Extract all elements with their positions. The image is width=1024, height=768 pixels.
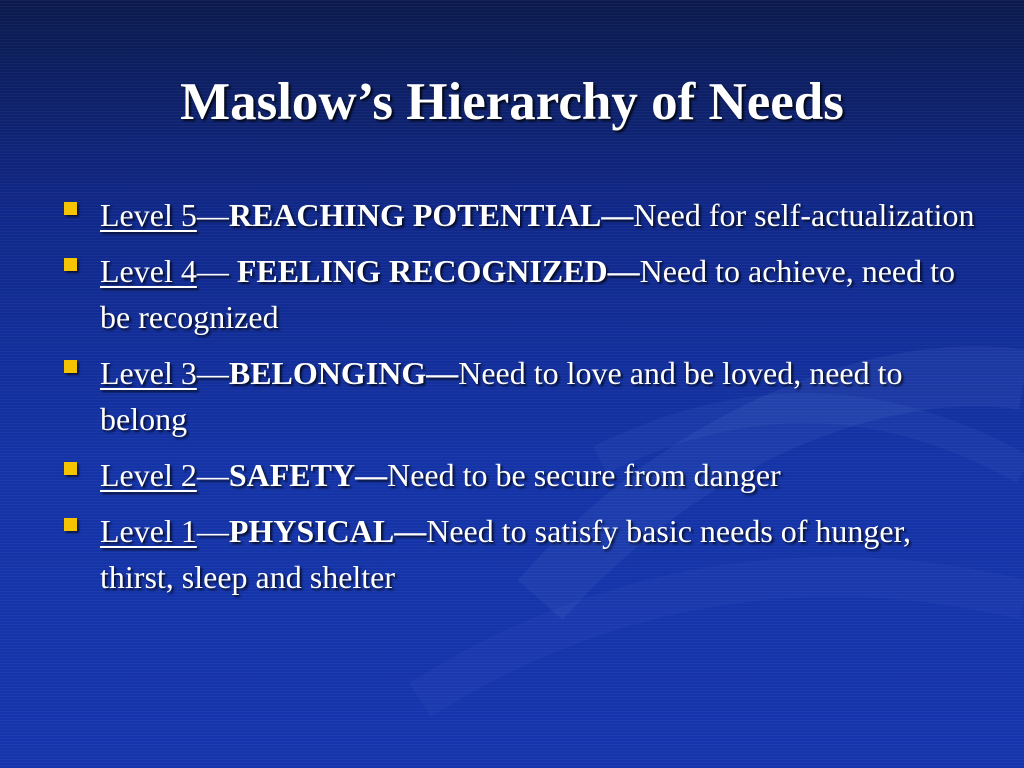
dash-separator: — [196,355,229,391]
square-bullet-icon [64,518,77,531]
dash-separator: — [196,253,237,289]
level-description: Need to be secure from danger [387,457,781,493]
level-name: BELONGING— [228,355,459,391]
bullet-list [60,192,980,610]
level-name: SAFETY— [228,457,388,493]
level-link[interactable]: Level 5 [100,197,197,233]
level-description: Need to love and be loved, need to belong [100,355,903,437]
square-bullet-icon [64,258,77,271]
dash-separator: — [196,513,229,549]
level-description: Need to satisfy basic needs of hunger, thirst, sleep and shelter [100,513,911,595]
dash-separator: — [196,197,229,233]
bullet-item-level-4 [60,248,980,340]
level-description: Need for self-actualization [633,197,975,233]
level-link[interactable]: Level 1 [100,513,197,549]
level-description: Need to achieve, need to be recognized [100,253,955,335]
bullet-item-level-2 [60,452,980,498]
square-bullet-icon [64,360,77,373]
level-name: PHYSICAL— [228,513,427,549]
level-link[interactable]: Level 4 [100,253,197,289]
bullet-item-level-3 [60,350,980,442]
level-name: FEELING RECOGNIZED— [236,253,640,289]
level-link[interactable]: Level 3 [100,355,197,391]
level-link[interactable]: Level 2 [100,457,197,493]
square-bullet-icon [64,462,77,475]
square-bullet-icon [64,202,77,215]
bullet-item-level-1 [60,508,980,600]
dash-separator: — [196,457,229,493]
bullet-item-level-5 [60,192,980,238]
level-name: REACHING POTENTIAL— [228,197,634,233]
slide-title: Maslow’s Hierarchy of Needs [180,73,844,131]
